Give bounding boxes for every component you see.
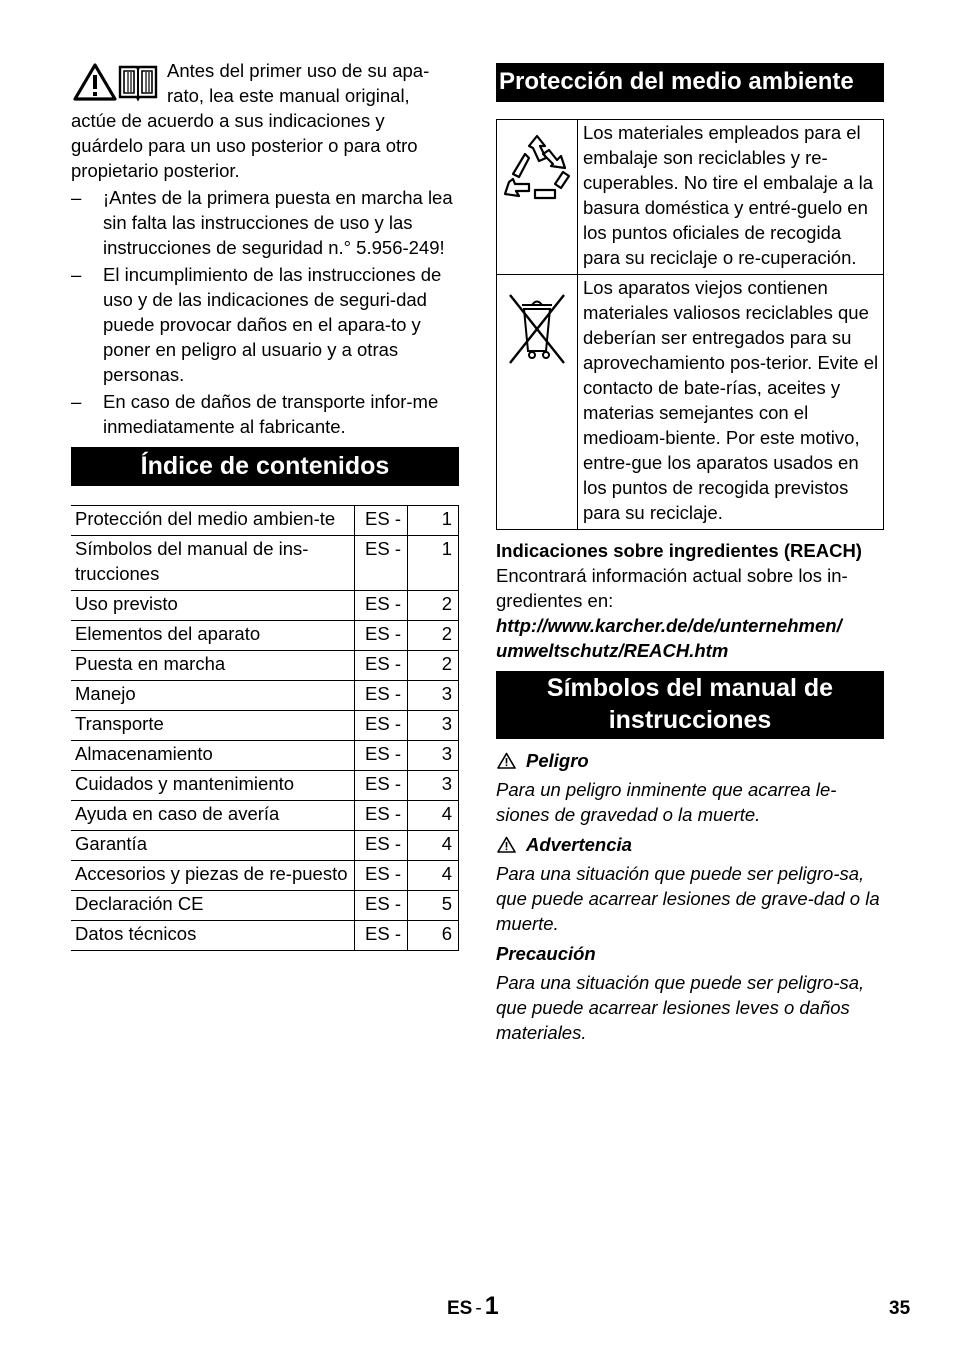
toc-entry-name: Protección del medio ambien-te	[71, 506, 355, 536]
toc-row[interactable]	[71, 651, 459, 681]
toc-entry-name: Manejo	[71, 681, 355, 711]
toc-entry-prefix: ES -	[355, 536, 408, 591]
toc-entry-name: Uso previsto	[71, 591, 355, 621]
list-item: – ¡Antes de la primera puesta en marcha lea sin falta las instrucciones de uso y las instrucciones de seguridad n.° 5.956-249!	[71, 187, 453, 258]
toc-entry-prefix: ES -	[355, 741, 408, 771]
toc-heading: Índice de contenidos	[71, 447, 459, 486]
toc-entry-prefix: ES -	[355, 621, 408, 651]
toc-entry-name: Cuidados y mantenimiento	[71, 771, 355, 801]
crossed-bin-icon	[502, 289, 572, 369]
toc-entry-prefix: ES -	[355, 921, 408, 951]
warning-triangle-icon	[497, 836, 516, 853]
intro-text: Antes del primer uso de su apa-rato, lea este manual original, actúe de acuerdo a sus indicaciones y guárdelo para un uso posterior o para otro propietario posterior.	[71, 60, 430, 181]
toc-row[interactable]	[71, 681, 459, 711]
dash-bullet: –	[71, 391, 82, 412]
reach-link[interactable]: http://www.karcher.de/de/unternehmen/ umweltschutz/REACH.htm	[496, 615, 842, 661]
toc-entry-page: 2	[408, 591, 459, 621]
toc-row[interactable]	[71, 711, 459, 741]
symbols-heading: Símbolos del manual de instrucciones	[496, 671, 884, 739]
weee-icon-cell	[497, 275, 578, 530]
toc-entry-name: Datos técnicos	[71, 921, 355, 951]
toc-entry-prefix: ES -	[355, 831, 408, 861]
toc-row[interactable]	[71, 861, 459, 891]
toc-row[interactable]	[71, 506, 459, 536]
reach-text: Encontrará información actual sobre los in-gredientes en:	[496, 565, 848, 611]
toc-entry-prefix: ES -	[355, 891, 408, 921]
toc-row[interactable]	[71, 741, 459, 771]
list-item: – El incumplimiento de las instrucciones de uso y de las indicaciones de seguri-dad puede provocar daños en el apara-to y poner en peligro al usuario y a otras personas.	[71, 264, 442, 385]
toc-entry-name: Elementos del aparato	[71, 621, 355, 651]
intro-list	[71, 185, 459, 439]
toc-entry-page: 3	[408, 681, 459, 711]
toc-entry-name: Ayuda en caso de avería	[71, 801, 355, 831]
environment-heading: Protección del medio ambiente	[496, 63, 884, 102]
toc-row[interactable]	[71, 831, 459, 861]
toc-entry-page: 2	[408, 651, 459, 681]
toc-entry-page: 1	[408, 536, 459, 591]
table-row	[497, 120, 884, 275]
toc-entry-page: 6	[408, 921, 459, 951]
recycle-icon-cell	[497, 120, 578, 275]
footer-section-label: ES - 1	[447, 1292, 499, 1320]
toc-entry-page: 4	[408, 801, 459, 831]
caution-label: Precaución	[496, 943, 596, 964]
footer-page-number: 35	[889, 1298, 911, 1319]
toc-row[interactable]	[71, 801, 459, 831]
left-column	[71, 58, 459, 951]
warning-triangle-icon	[497, 752, 516, 769]
recycle-icon	[499, 132, 575, 212]
list-item: – En caso de daños de transporte infor-me inmediatamente al fabricante.	[71, 391, 439, 437]
toc-row[interactable]	[71, 771, 459, 801]
toc-entry-prefix: ES -	[355, 771, 408, 801]
toc-entry-name: Símbolos del manual de ins-trucciones	[71, 536, 355, 591]
toc-entry-prefix: ES -	[355, 861, 408, 891]
intro-icons	[71, 62, 161, 106]
intro-section	[71, 58, 459, 183]
warning-text: Para una situación que puede ser peligro-sa, que puede acarrear lesiones de grave-dad o la muerte.	[496, 863, 880, 934]
caution-text: Para una situación que puede ser peligro-sa, que puede acarrear lesiones leves o daños materiales.	[496, 972, 865, 1043]
right-column	[496, 58, 884, 1045]
dash-bullet: –	[71, 187, 82, 208]
warning-triangle-icon	[73, 62, 117, 102]
toc-row[interactable]	[71, 921, 459, 951]
toc-entry-page: 3	[408, 741, 459, 771]
toc-entry-page: 3	[408, 711, 459, 741]
toc-entry-name: Garantía	[71, 831, 355, 861]
toc-entry-prefix: ES -	[355, 506, 408, 536]
toc-entry-page: 5	[408, 891, 459, 921]
toc-entry-name: Accesorios y piezas de re-puesto	[71, 861, 355, 891]
dash-bullet: –	[71, 264, 82, 285]
warning-label: Advertencia	[526, 834, 632, 855]
recycle-text: Los materiales empleados para el embalaje son reciclables y re-cuperables. No tire el embalaje a la basura doméstica y entré-guelo en los puntos oficiales de recogida para su reciclaje o re-cuperación.	[578, 120, 884, 275]
toc-entry-page: 1	[408, 506, 459, 536]
weee-text: Los aparatos viejos contienen materiales valiosos reciclables que deberían ser entregados para su aprovechamiento pos-terior. Evite el contacto de bate-rías, aceites y materias semejantes con el medioam-biente. Por este motivo, entre-gue los aparatos usados en los puntos de recogida previstos para su reciclaje.	[578, 275, 884, 530]
toc-entry-page: 3	[408, 771, 459, 801]
danger-label: Peligro	[526, 750, 589, 771]
toc-row[interactable]	[71, 591, 459, 621]
danger-text: Para un peligro inminente que acarrea le-siones de gravedad o la muerte.	[496, 779, 837, 825]
toc-entry-prefix: ES -	[355, 651, 408, 681]
danger-label-row	[496, 748, 884, 773]
manual-book-icon	[117, 62, 159, 102]
toc-entry-prefix: ES -	[355, 801, 408, 831]
toc-row[interactable]	[71, 891, 459, 921]
reach-heading: Indicaciones sobre ingredientes (REACH)	[496, 540, 862, 561]
toc-entry-name: Puesta en marcha	[71, 651, 355, 681]
environment-table	[496, 119, 884, 530]
toc-table	[71, 505, 459, 951]
toc-entry-prefix: ES -	[355, 591, 408, 621]
toc-entry-prefix: ES -	[355, 681, 408, 711]
toc-entry-name: Transporte	[71, 711, 355, 741]
toc-entry-page: 4	[408, 861, 459, 891]
toc-entry-page: 2	[408, 621, 459, 651]
table-row	[497, 275, 884, 530]
toc-entry-name: Almacenamiento	[71, 741, 355, 771]
toc-entry-page: 4	[408, 831, 459, 861]
warning-label-row	[496, 832, 884, 857]
toc-row[interactable]	[71, 536, 459, 591]
toc-entry-prefix: ES -	[355, 711, 408, 741]
toc-entry-name: Declaración CE	[71, 891, 355, 921]
toc-row[interactable]	[71, 621, 459, 651]
